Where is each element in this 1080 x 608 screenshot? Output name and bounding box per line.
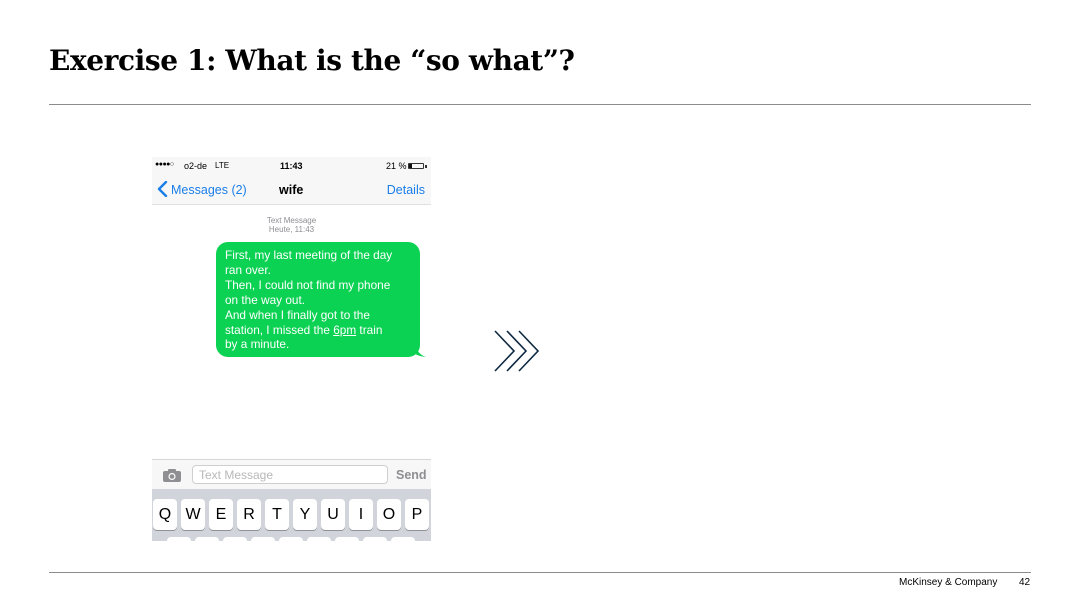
keyboard-key[interactable] [223, 537, 247, 541]
message-text: station, I missed the [225, 322, 334, 337]
back-button[interactable]: Messages (2) [171, 183, 247, 197]
keyboard [152, 489, 431, 541]
bubble-tail [414, 345, 426, 357]
chevron-left-icon[interactable] [157, 181, 169, 197]
status-bar [152, 157, 431, 177]
camera-icon[interactable] [162, 468, 182, 483]
key-w[interactable]: W [181, 499, 205, 530]
battery-percentage: 21 % [386, 161, 407, 171]
battery-tip [425, 165, 427, 168]
message-text-field[interactable]: Text Message [192, 465, 388, 484]
keyboard-key[interactable] [195, 537, 219, 541]
message-line [225, 323, 411, 338]
key-u[interactable]: U [321, 499, 345, 530]
navigation-bar [152, 177, 431, 205]
key-e[interactable]: E [209, 499, 233, 530]
message-input-bar [152, 459, 431, 489]
keyboard-key[interactable] [167, 537, 191, 541]
message-line: by a minute. [225, 337, 290, 352]
key-r[interactable]: R [237, 499, 261, 530]
keyboard-key[interactable] [363, 537, 387, 541]
message-bubble[interactable] [216, 242, 420, 357]
message-type-label: Text Message [266, 216, 317, 225]
conversation-title: wife [279, 183, 304, 197]
signal-strength-icon: ●●●●○ [155, 161, 174, 168]
network-type: LTE [215, 161, 230, 170]
keyboard-key[interactable] [335, 537, 359, 541]
battery-icon [408, 163, 424, 169]
triple-chevron-right-icon [492, 328, 544, 374]
message-line: ran over. [225, 262, 271, 277]
keyboard-key[interactable] [251, 537, 275, 541]
footer-divider [49, 572, 1031, 573]
key-y[interactable]: Y [293, 499, 317, 530]
key-p[interactable]: P [405, 499, 429, 530]
send-button[interactable]: Send [396, 468, 427, 482]
page-number: 42 [1019, 577, 1031, 588]
keyboard-key[interactable] [391, 537, 415, 541]
keyboard-key[interactable] [307, 537, 331, 541]
message-line: Then, I could not find my phone [225, 277, 391, 292]
title-divider [49, 104, 1031, 105]
key-q[interactable]: Q [153, 499, 177, 530]
time-link[interactable]: 6pm [333, 322, 357, 337]
footer-company-name: McKinsey & Company [899, 577, 998, 588]
message-line: First, my last meeting of the day [225, 248, 393, 262]
keyboard-key[interactable] [279, 537, 303, 541]
details-button[interactable]: Details [386, 183, 425, 197]
slide-title: Exercise 1: What is the “so what”? [49, 44, 575, 77]
message-line: on the way out. [225, 292, 306, 307]
message-line: And when I finally got to the [225, 307, 370, 322]
key-o[interactable]: O [377, 499, 401, 530]
carrier-name: o2-de [184, 161, 208, 171]
key-t[interactable]: T [265, 499, 289, 530]
message-timestamp: Heute, 11:43 [268, 225, 315, 234]
message-text: train [356, 322, 383, 337]
phone-screenshot [152, 157, 431, 541]
key-i[interactable]: I [349, 499, 373, 530]
status-time: 11:43 [280, 161, 303, 171]
